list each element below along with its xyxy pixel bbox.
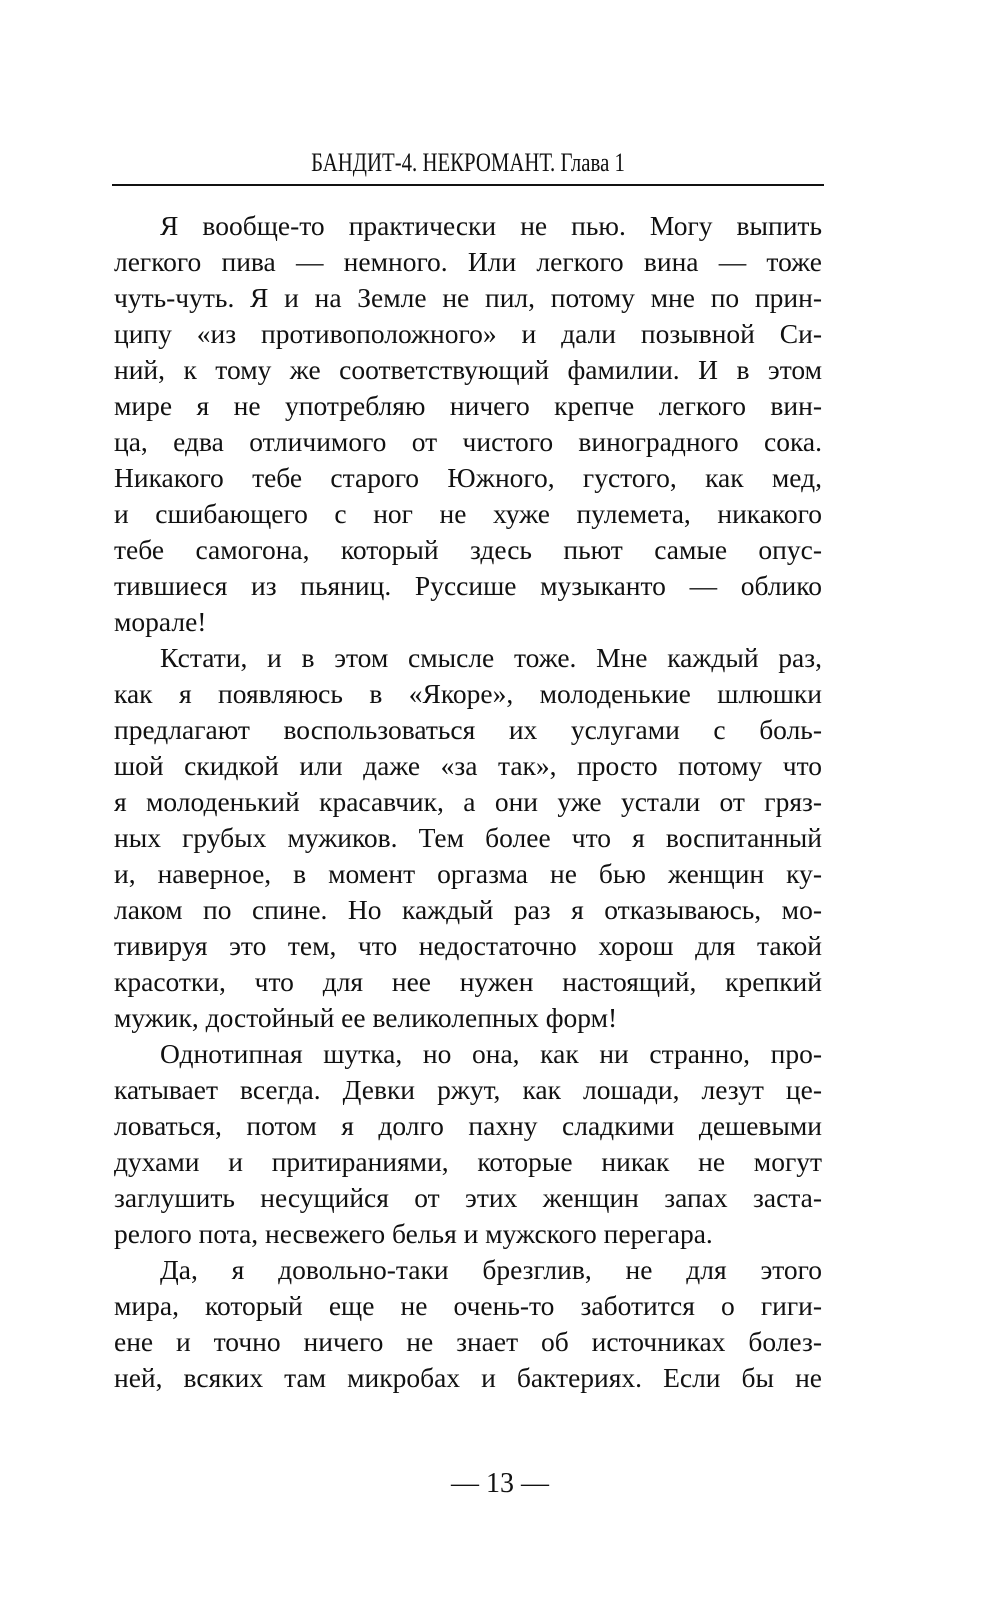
text-line: и, наверное, в момент оргазма не бью женщин ку- <box>114 858 822 889</box>
text-line: и сшибающего с ног не хуже пулемета, никакого <box>114 498 822 529</box>
running-head: БАНДИТ-4. НЕКРОМАНТ. Глава 1 <box>311 148 625 177</box>
text-line: ней, всяких там микробах и бактериях. Если бы не <box>114 1362 822 1393</box>
text-line: Кстати, и в этом смысле тоже. Мне каждый раз, <box>160 642 822 673</box>
header-rule <box>112 184 824 186</box>
text-line: мира, который еще не очень-то заботится о гиги- <box>114 1290 822 1321</box>
text-line: заглушить несущийся от этих женщин запах заста- <box>114 1182 822 1213</box>
text-line: морале! <box>114 606 207 637</box>
text-line: тебе самогона, который здесь пьют самые опус- <box>114 534 822 565</box>
text-line: лаком по спине. Но каждый раз я отказываюсь, мо- <box>114 894 822 925</box>
text-line: тивируя это тем, что недостаточно хорош для такой <box>114 930 822 961</box>
text-line: мужик, достойный ее великолепных форм! <box>114 1002 618 1033</box>
text-line: ципу «из противоположного» и дали позывной Си- <box>114 318 822 349</box>
text-line: я молоденький красавчик, а они уже устали от гряз- <box>114 786 822 817</box>
page-number: — 13 — <box>451 1468 549 1499</box>
text-line: ене и точно ничего не знает об источниках болез- <box>114 1326 822 1357</box>
text-line: как я появляюсь в «Якоре», молоденькие шлюшки <box>114 678 822 709</box>
text-line: мире я не употребляю ничего крепче легкого вин- <box>114 390 822 421</box>
text-line: ний, к тому же соответствующий фамилии. И в этом <box>114 354 822 385</box>
text-line: Я вообще-то практически не пью. Могу выпить <box>160 210 822 241</box>
text-line: легкого пива — немного. Или легкого вина — тоже <box>114 246 822 277</box>
text-line: предлагают воспользоваться их услугами с боль- <box>114 714 822 745</box>
text-line: Да, я довольно-таки брезглив, не для этого <box>160 1254 822 1285</box>
text-line: шой скидкой или даже «за так», просто потому что <box>114 750 822 781</box>
text-line: ловаться, потом я долго пахну сладкими дешевыми <box>114 1110 822 1141</box>
text-line: релого пота, несвежего белья и мужского перегара. <box>114 1218 713 1249</box>
text-line: красотки, что для нее нужен настоящий, крепкий <box>114 966 822 997</box>
text-line: катывает всегда. Девки ржут, как лошади, лезут це- <box>114 1074 822 1105</box>
text-line: тившиеся из пьяниц. Руссише музыканто — облико <box>114 570 822 601</box>
text-line: ца, едва отличимого от чистого виноградного сока. <box>114 426 822 457</box>
text-line: Однотипная шутка, но она, как ни странно, про- <box>160 1038 822 1069</box>
text-line: Никакого тебе старого Южного, густого, как мед, <box>114 462 822 493</box>
text-line: чуть-чуть. Я и на Земле не пил, потому мне по прин- <box>114 282 822 313</box>
body-text <box>114 208 822 1396</box>
text-line: духами и притираниями, которые никак не могут <box>114 1146 822 1177</box>
text-line: ных грубых мужиков. Тем более что я воспитанный <box>114 822 822 853</box>
